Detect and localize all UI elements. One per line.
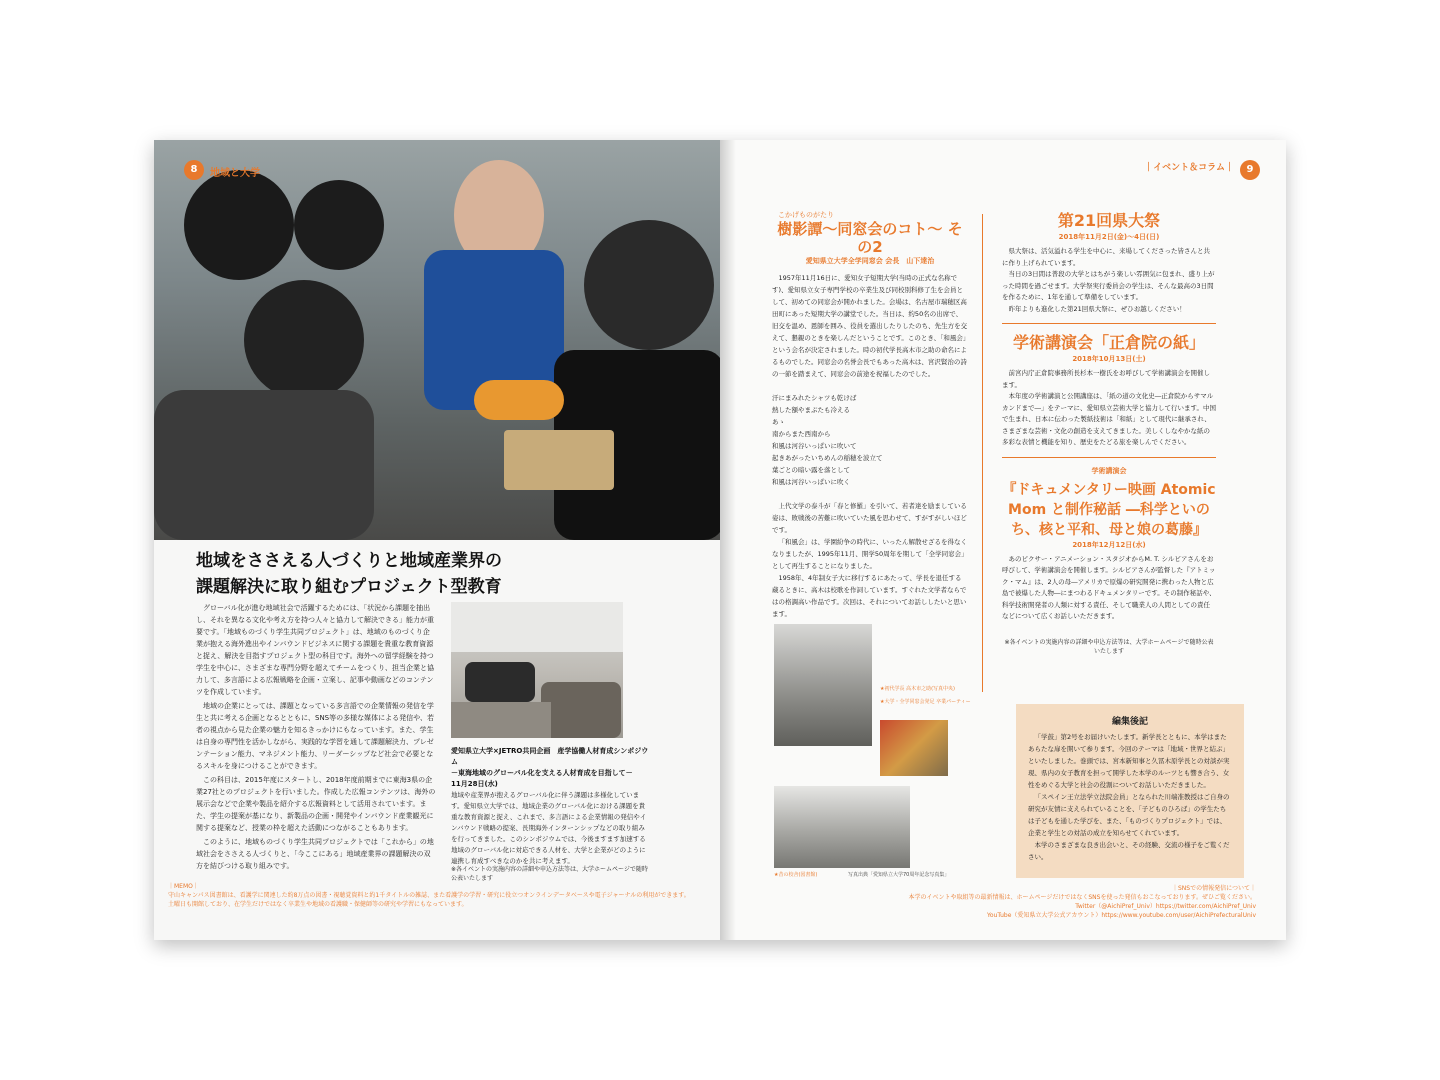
column-body <box>772 272 968 380</box>
caption-date: 11月28日(水) <box>451 780 498 788</box>
column-title: 樹影譚～同窓会のコト～ その2 <box>777 220 963 256</box>
sns-line: 本学のイベントや取組等の最新情報は、ホームページだけではなくSNSを使った発信もおこなっております。ぜひご覧ください。 <box>908 894 1256 901</box>
event-date: 2018年12月12日(水) <box>1072 540 1146 549</box>
editors-note <box>1016 704 1244 878</box>
photo-caption: ★初代学長 高木市之助(写真中央) <box>880 686 955 692</box>
event-paragraph: 当日の3日間は普段の大学とはちがう楽しい雰囲気に包まれ、盛り上がった時間を過ごせます。大学祭実行委員会の学生は、そんな最高の3日間を作るために、1年を通して準備をしています。 <box>1002 270 1215 301</box>
event-paragraph: 昨年よりも進化した第21回県大祭に、ぜひお越しください！ <box>1008 304 1186 313</box>
inset-caption-title <box>451 746 651 790</box>
event-title-documentary: 『ドキュメンタリー映画 Atomic Mom と制作秘話 ―科学といのち、核と平和、母と娘の葛藤』 <box>1002 481 1216 538</box>
magazine-spread <box>154 140 1286 940</box>
column-kicker: こかげものがたり <box>778 211 834 219</box>
article-paragraph: グローバル化が進む地域社会で活躍するためには、「状況から課題を抽出し、それを異なる文化や考え方を持つ人々と協力して解決できる」能力が重要です。「地域ものづくり学生共同プロジェクト」は、地域のものづくり企業が抱える海外進出やインバウンドビジネスに関する課題を貴重な教育資源と捉え、解決を目指すプロジェクト型の科目です。海外への留学経験を持つ学生を中心に、さまざまな専門分野を超えてチームをつくり、担当企業と協力して、多言語による広報戦略を企画・立案し、記事や動画などのコンテンツを作成しています。 <box>196 604 434 696</box>
editors-note-title: 編集後記 <box>1111 717 1148 727</box>
section-tag: 地域と大学 <box>210 168 260 179</box>
right-page <box>720 140 1286 940</box>
events-column <box>1002 210 1216 655</box>
caption-title-line: －東海地域のグローバル化を支える人材育成を目指して－ <box>451 769 633 777</box>
orange-tube <box>474 380 564 420</box>
article-paragraph: この科目は、2015年度にスタートし、2018年度前期までに東海3県の企業27社とのプロジェクトを行いました。作成した広報コンテンツは、海外の展示会などで企業や製品を紹介する広報資料として活用されています。また、学生の提案が基になり、新製品の企画・開発やインバウンド産業観光に関する提案など、授業の枠を超えた活動につながることもあります。 <box>196 776 436 832</box>
memo-box <box>168 882 708 909</box>
poem-line: 南からまた西南から <box>772 430 831 438</box>
student-cap <box>294 180 384 270</box>
article-paragraph: 地域の企業にとっては、課題となっている多言語での企業情報の発信を学生と共に考える企画となるとともに、SNS等の多様な媒体による発信や、若者の視点から見た企業の魅力を知るきっかけにもなっています。また、学生は自身の専門性を活かしながら、実践的な学習を通して課題解決力、プレゼンテーション能力、マネジメント能力、リーダーシップなど社会で必要となるスキルを身につけることができます。 <box>196 702 434 770</box>
event-body <box>1002 368 1216 449</box>
poem-line: 和風は河谷いっぱいに吹く <box>772 478 850 486</box>
headline-line: 地域をささえる人づくりと地域産業界の <box>196 551 502 571</box>
student-cap <box>184 170 294 280</box>
audience-front <box>451 702 551 738</box>
historical-photo-library <box>774 786 910 868</box>
sns-info <box>896 884 1256 920</box>
memo-line: 守山キャンパス図書館は、看護学に関連した約8万点の図書・視聴覚資料と約1千タイトルの雑誌、また看護学の学習・研究に役立つオンラインデータベースや電子ジャーナルの利用ができます。 <box>168 892 690 899</box>
poem-line: 汗にまみれたシャツも乾けば <box>772 394 857 402</box>
event-divider <box>1002 457 1216 458</box>
poem-block <box>772 392 968 488</box>
event-divider <box>1002 323 1216 324</box>
inset-caption-note: ※各イベントの実施内容の詳細や申込方法等は、大学ホームページで随時公表いたします <box>451 866 648 882</box>
poem-line: 和風は河谷いっぱいに吹いて <box>772 442 857 450</box>
historical-photo-professor <box>774 624 872 746</box>
presenters <box>465 662 535 702</box>
event-title-festival: 第21回県大祭 <box>1057 211 1161 230</box>
photo-credit: 写真出典「愛知県立大学70周年記念写真集」 <box>848 872 950 878</box>
photo-caption: ★大学・全学同窓会発足 卒業パーティー <box>880 699 971 705</box>
column-divider <box>982 214 983 692</box>
column-paragraph: 「和風会」は、学園紛争の時代に、いったん解散せざるを得なくなりましたが、1995年11月、開学50周年を期して「全学同窓会」として再生することになりました。 <box>772 538 968 570</box>
column-author: 愛知県立大学全学同窓会 会長 山下達治 <box>805 257 935 265</box>
article-paragraph: このように、地域ものづくり学生共同プロジェクトでは「これから」の地域社会をささえる人づくりと、「今ここにある」地域産業界の課題解決の双方を結びつける取り組みです。 <box>196 838 434 870</box>
historical-photo-party <box>880 720 948 776</box>
column-body-2 <box>772 500 968 620</box>
event-paragraph: あのピクサー・アニメーション・スタジオからM. T. シルビアさんをお呼びして、学術講演会を開催します。シルビアさんが監督した『アトミック・マム』は、2人の母―アメリカで原爆の研究開発に携わった人物と広島で被爆した人物―にまつわるドキュメンタリーです。その制作秘話や、科学技術開発者の人類に対する責任、そして職業人の人間としての責任などについて広くお話しいただきます。 <box>1002 554 1216 620</box>
caption-title-line: 愛知県立大学×JETRO共同企画 産学協働人材育成シンポジウム <box>451 747 649 766</box>
column-paragraph: 1957年11月16日に、愛知女子短期大学(当時の正式な名称です)、愛知県立女子専門学校の卒業生及び同校別科修了生を会員として、初めての同窓会が開かれました。会場は、名古屋市瑞穂区高田町にあった短期大学の講堂でした。当日は、約50名の出席で、旧交を温め、恩師を囲み、役員を選出したりしたのち、先生方を交えて、懇親のときを楽しんだということです。このとき、「和風会」という会名が決定されました。時の初代学長高木市之助の命名によるものでした。同窓会の名誉会長でもあった高木は、宮沢賢治の詩の一節を踏まえて、同窓会の前途を祝福したのでした。 <box>772 274 968 378</box>
worker-cap <box>584 220 714 350</box>
event-date: 2018年11月2日(金)～4日(日) <box>1058 233 1160 241</box>
poem-line: 葉ごとの暗い露を落として <box>772 466 850 474</box>
editors-note-body <box>1016 731 1244 863</box>
poem-line: 熱した額やまぶたも冷える <box>772 406 850 414</box>
student-cap <box>244 280 364 400</box>
wood-panel <box>504 430 614 490</box>
left-page <box>154 140 720 940</box>
event-body <box>1002 246 1216 315</box>
poem-line: 起きあがったいちめんの稲穂を波立て <box>772 454 883 462</box>
audience <box>541 682 621 738</box>
event-body <box>1002 554 1216 623</box>
event-label: 学術講演会 <box>1091 466 1127 475</box>
editors-paragraph: 本学のさまざまな良き出会いと、その経験、交流の様子をご覧ください。 <box>1028 841 1230 861</box>
event-paragraph: 県大祭は、活気溢れる学生を中心に、来場してくださった皆さんと共に作り上げられています。 <box>1002 247 1210 267</box>
inset-caption-body: 地域や産業界が抱えるグローバル化に伴う課題は多様化しています。愛知県立大学では、地域企業のグローバル化における課題を貴重な教育資源と捉え、これまで、多言語による企業情報の発信やインバウンド戦略の提案、長期海外インターンシップなどの取り組みを行ってきました。このシンポジウムでは、今後ますます加速する地域のグローバル化に対応できる人材を、大学と企業がどのように連携し育成すべきなのかを共に考えます。 <box>451 791 647 865</box>
photo-ceiling <box>451 602 623 652</box>
column-essay <box>772 210 968 620</box>
article-body <box>196 602 436 874</box>
column-paragraph: 1958年、4年制女子大に移行するにあたって、学長を退任する蔵るときに、高木は校歌を作詞しています。すぐれた文学者ならではの格調高い作品です。次回は、それについてお話ししたいと思います。 <box>772 574 967 618</box>
page-number-badge: 9 <box>1240 160 1260 180</box>
symposium-photo <box>451 602 623 738</box>
headline-line: 課題解決に取り組むプロジェクト型教育 <box>196 577 502 597</box>
article-headline <box>196 548 636 600</box>
event-paragraph: 前宮内庁正倉院事務所長杉本一樹氏をお呼びして学術講演会を開催します。 <box>1002 369 1210 389</box>
main-photo <box>154 140 720 540</box>
page-number-badge: 8 <box>184 160 204 180</box>
column-paragraph: 上代文学の泰斗が「春と修羅」を引いて、若者達を励ましている姿は、敗戦後の苦難に吹いていた風を思わせて、すがすがしいほどです。 <box>772 502 967 534</box>
memo-label: ｜MEMO｜ <box>168 883 199 890</box>
sns-youtube: YouTube（愛知県立大学公式アカウント）https://www.youtube.com/user/AichiPrefecturalUniv <box>986 912 1256 919</box>
page-gutter <box>720 140 736 940</box>
event-title-lecture: 学術講演会「正倉院の紙」 <box>1012 333 1205 352</box>
event-note: ※各イベントの実施内容の詳細や申込方法等は、大学ホームページで随時公表いたします <box>1004 638 1214 655</box>
student-group <box>154 390 374 540</box>
editors-paragraph: 「学鼓」第2号をお届けいたします。新学長とともに、本学はまたあらたな扉を開いて参ります。今回のテーマは「地域・世界と結ぶ」といたしました。巻頭では、宮本新知事と久冨木原学長との対談が実現、県内の女子教育を担って開学した本学のルーツとも響き合う、女性をめぐる大学と社会の役割についてお話しいただきました。 <box>1028 733 1230 789</box>
memo-line: 土曜日も開館しており、在学生だけではなく卒業生や地域の看護職・保健師等の研究や学習にもなっています。 <box>168 901 468 908</box>
poem-line: あゝ <box>772 418 785 426</box>
event-date: 2018年10月13日(土) <box>1072 355 1146 363</box>
photo-caption: ★昔の校舎(図書館) <box>774 872 818 878</box>
event-paragraph: 本年度の学術講演と公開講座は、「紙の道の文化史―正倉院からサマルカンドまで―」をテーマに、愛知県立芸術大学と協力して行います。中国で生まれ、日本に伝わった製紙技術は「和紙」として現代に継承され、さまざまな芸術・文化の創造を支えてきました。美しくしなやかな紙の多彩な表情と機能を知り、歴史をたどる旅を楽しんでください。 <box>1002 392 1216 446</box>
editors-paragraph: 「スペイン王立法学立法院会員」となられた川端准教授はご自身の研究が友情に支えられていることを、「子どものひろば」の学生たちは子どもを通した学びを、また、「ものづくりプロジェクト」では、企業と学生との対話の成立を知らせてくれています。 <box>1028 793 1230 837</box>
sns-label: ｜SNSでの情報発信について｜ <box>1172 885 1256 892</box>
sns-twitter: Twitter（@AichiPref_Univ）https://twitter.com/AichiPref_Univ <box>1075 903 1256 910</box>
section-header: ｜イベント＆コラム｜ <box>1144 163 1234 173</box>
